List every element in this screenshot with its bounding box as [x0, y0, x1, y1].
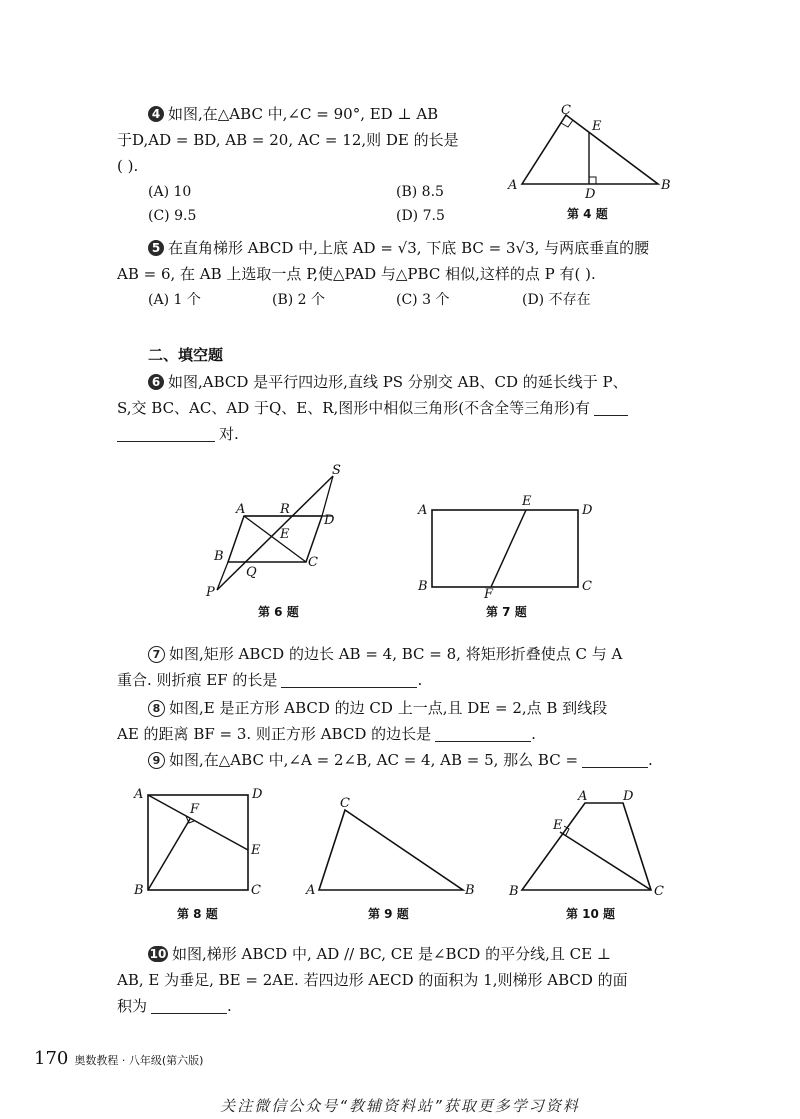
q10-line1: [148, 944, 611, 964]
q7-text-2: 重合. 则折痕 EF 的长是: [117, 671, 278, 689]
fig6-label-e: E: [280, 527, 290, 542]
fig8-label-b: B: [134, 883, 144, 898]
q8-line2: [117, 724, 536, 744]
q6-number: 6: [148, 374, 164, 390]
q9-answer-blank[interactable]: [582, 751, 648, 768]
q5-line1: [148, 238, 649, 258]
fig8-label-a: A: [134, 787, 144, 802]
fig6-label-s: S: [332, 463, 341, 478]
fig8-caption: 第 8 题: [177, 907, 218, 921]
figure-7: [410, 490, 600, 600]
fig7-label-c: C: [582, 579, 592, 594]
q9-line1: [148, 750, 653, 770]
q10-line2: AB, E 为垂足, BE = 2AE. 若四边形 AECD 的面积为 1,则梯形 ABCD 的面: [117, 971, 628, 989]
fig10-label-a: A: [578, 789, 588, 804]
section-heading: 二、填空题: [148, 346, 224, 364]
fig9-label-a: A: [306, 883, 316, 898]
q6-text-3: 对.: [219, 425, 239, 443]
q9-number: 9: [148, 752, 165, 769]
fig6-label-p: P: [206, 585, 215, 600]
q8-text-1: 如图,E 是正方形 ABCD 的边 CD 上一点,且 DE = 2,点 B 到线段: [169, 699, 608, 717]
fig6-label-a: A: [236, 502, 246, 517]
fig10-caption: 第 10 题: [566, 907, 616, 921]
q8-answer-blank[interactable]: [435, 725, 531, 742]
figure-10: [505, 785, 675, 899]
q10-text-3: 积为: [117, 997, 148, 1015]
q4-text-1: 如图,在△ABC 中,∠C = 90°, ED ⊥ AB: [168, 105, 439, 123]
q5-line2: AB = 6, 在 AB 上选取一点 P,使△PAD 与△PBC 相似,这样的点 P 有( ).: [117, 265, 596, 283]
q7-text-end: .: [417, 671, 423, 689]
book-title: 奥数教程 · 八年级(第六版): [74, 1054, 204, 1067]
q10-line3: [117, 996, 232, 1016]
q7-line2: [117, 670, 422, 690]
q7-number: 7: [148, 646, 165, 663]
q5-number: 5: [148, 240, 164, 256]
q4-option-a: (A) 10: [148, 184, 192, 200]
q10-answer-blank[interactable]: [151, 997, 227, 1014]
q8-number: 8: [148, 700, 165, 717]
fig10-label-e: E: [553, 818, 563, 833]
q4-option-c: (C) 9.5: [148, 208, 197, 224]
page-footer: [34, 1048, 203, 1069]
fig7-label-b: B: [418, 579, 428, 594]
fig8-label-c: C: [251, 883, 261, 898]
q6-line3: [117, 424, 239, 444]
fig6-caption: 第 6 题: [258, 605, 299, 619]
q5-option-b: (B) 2 个: [272, 292, 326, 308]
fig10-label-d: D: [623, 789, 634, 804]
q7-text-1: 如图,矩形 ABCD 的边长 AB = 4, BC = 8, 将矩形折叠使点 C 与 A: [169, 645, 623, 663]
q6-answer-blank-a[interactable]: [594, 399, 628, 416]
fig7-label-f: F: [484, 587, 494, 602]
q7-line1: [148, 644, 622, 664]
q4-option-d: (D) 7.5: [396, 208, 445, 224]
q4-number: 4: [148, 106, 164, 122]
q7-answer-blank[interactable]: [281, 671, 417, 688]
q4-option-b: (B) 8.5: [396, 184, 444, 200]
fig6-label-d: D: [324, 513, 335, 528]
fig9-caption: 第 9 题: [368, 907, 409, 921]
q4-line1: [148, 104, 438, 124]
q4-line2: 于D,AD = BD, AB = 20, AC = 12,则 DE 的长是: [117, 131, 459, 149]
fig6-label-b: B: [214, 549, 224, 564]
fig8-label-e: E: [251, 843, 261, 858]
figure-6: [200, 460, 360, 600]
q9-text-end: .: [648, 751, 653, 769]
fig4-label-b: B: [661, 178, 671, 193]
fig7-caption: 第 7 题: [486, 605, 527, 619]
q6-line2: [117, 398, 628, 418]
q10-text-end: .: [227, 997, 232, 1015]
fig10-label-b: B: [509, 884, 519, 899]
q10-number: 10: [149, 947, 167, 961]
fig4-caption: 第 4 题: [567, 207, 608, 221]
fig9-label-b: B: [465, 883, 475, 898]
fig7-label-e: E: [522, 494, 532, 509]
fig4-label-a: A: [508, 178, 518, 193]
figure-4: [500, 100, 680, 200]
q4-line3: ( ).: [117, 157, 139, 175]
q8-line1: [148, 698, 607, 718]
page-number: 170: [34, 1048, 69, 1069]
figure-8: [130, 780, 270, 900]
q5-text-1: 在直角梯形 ABCD 中,上底 AD = √3, 下底 BC = 3√3, 与两底垂直的腰: [168, 239, 650, 257]
q9-text-1: 如图,在△ABC 中,∠A = 2∠B, AC = 4, AB = 5, 那么 BC =: [169, 751, 579, 769]
q6-line1: [148, 372, 628, 392]
q5-option-a: (A) 1 个: [148, 292, 201, 308]
fig7-label-d: D: [582, 503, 593, 518]
fig6-label-q: Q: [246, 565, 257, 580]
fig9-label-c: C: [340, 796, 350, 811]
q6-text-2: S,交 BC、AC、AD 于Q、E、R,图形中相似三角形(不含全等三角形)有: [117, 399, 591, 417]
fig10-label-c: C: [654, 884, 664, 899]
fig4-label-d: D: [585, 187, 596, 202]
q10-text-1: 如图,梯形 ABCD 中, AD // BC, CE 是∠BCD 的平分线,且 CE ⊥: [172, 945, 611, 963]
fig4-label-e: E: [592, 119, 602, 134]
q5-option-d: (D) 不存在: [522, 292, 591, 308]
q8-text-2: AE 的距离 BF = 3. 则正方形 ABCD 的边长是: [117, 725, 432, 743]
q6-text-1: 如图,ABCD 是平行四边形,直线 PS 分别交 AB、CD 的延长线于 P、: [168, 373, 628, 391]
q8-text-end: .: [531, 725, 536, 743]
q5-option-c: (C) 3 个: [396, 292, 450, 308]
q6-answer-blank-b[interactable]: [117, 425, 215, 442]
figure-9: [305, 795, 485, 898]
fig6-label-r: R: [280, 502, 290, 517]
fig6-label-c: C: [308, 555, 318, 570]
fig7-label-a: A: [418, 503, 428, 518]
watermark-text: 关注微信公众号“教辅资料站”获取更多学习资料: [220, 1097, 580, 1115]
fig8-label-f: F: [190, 802, 200, 817]
fig8-label-d: D: [252, 787, 263, 802]
fig4-label-c: C: [561, 103, 571, 118]
